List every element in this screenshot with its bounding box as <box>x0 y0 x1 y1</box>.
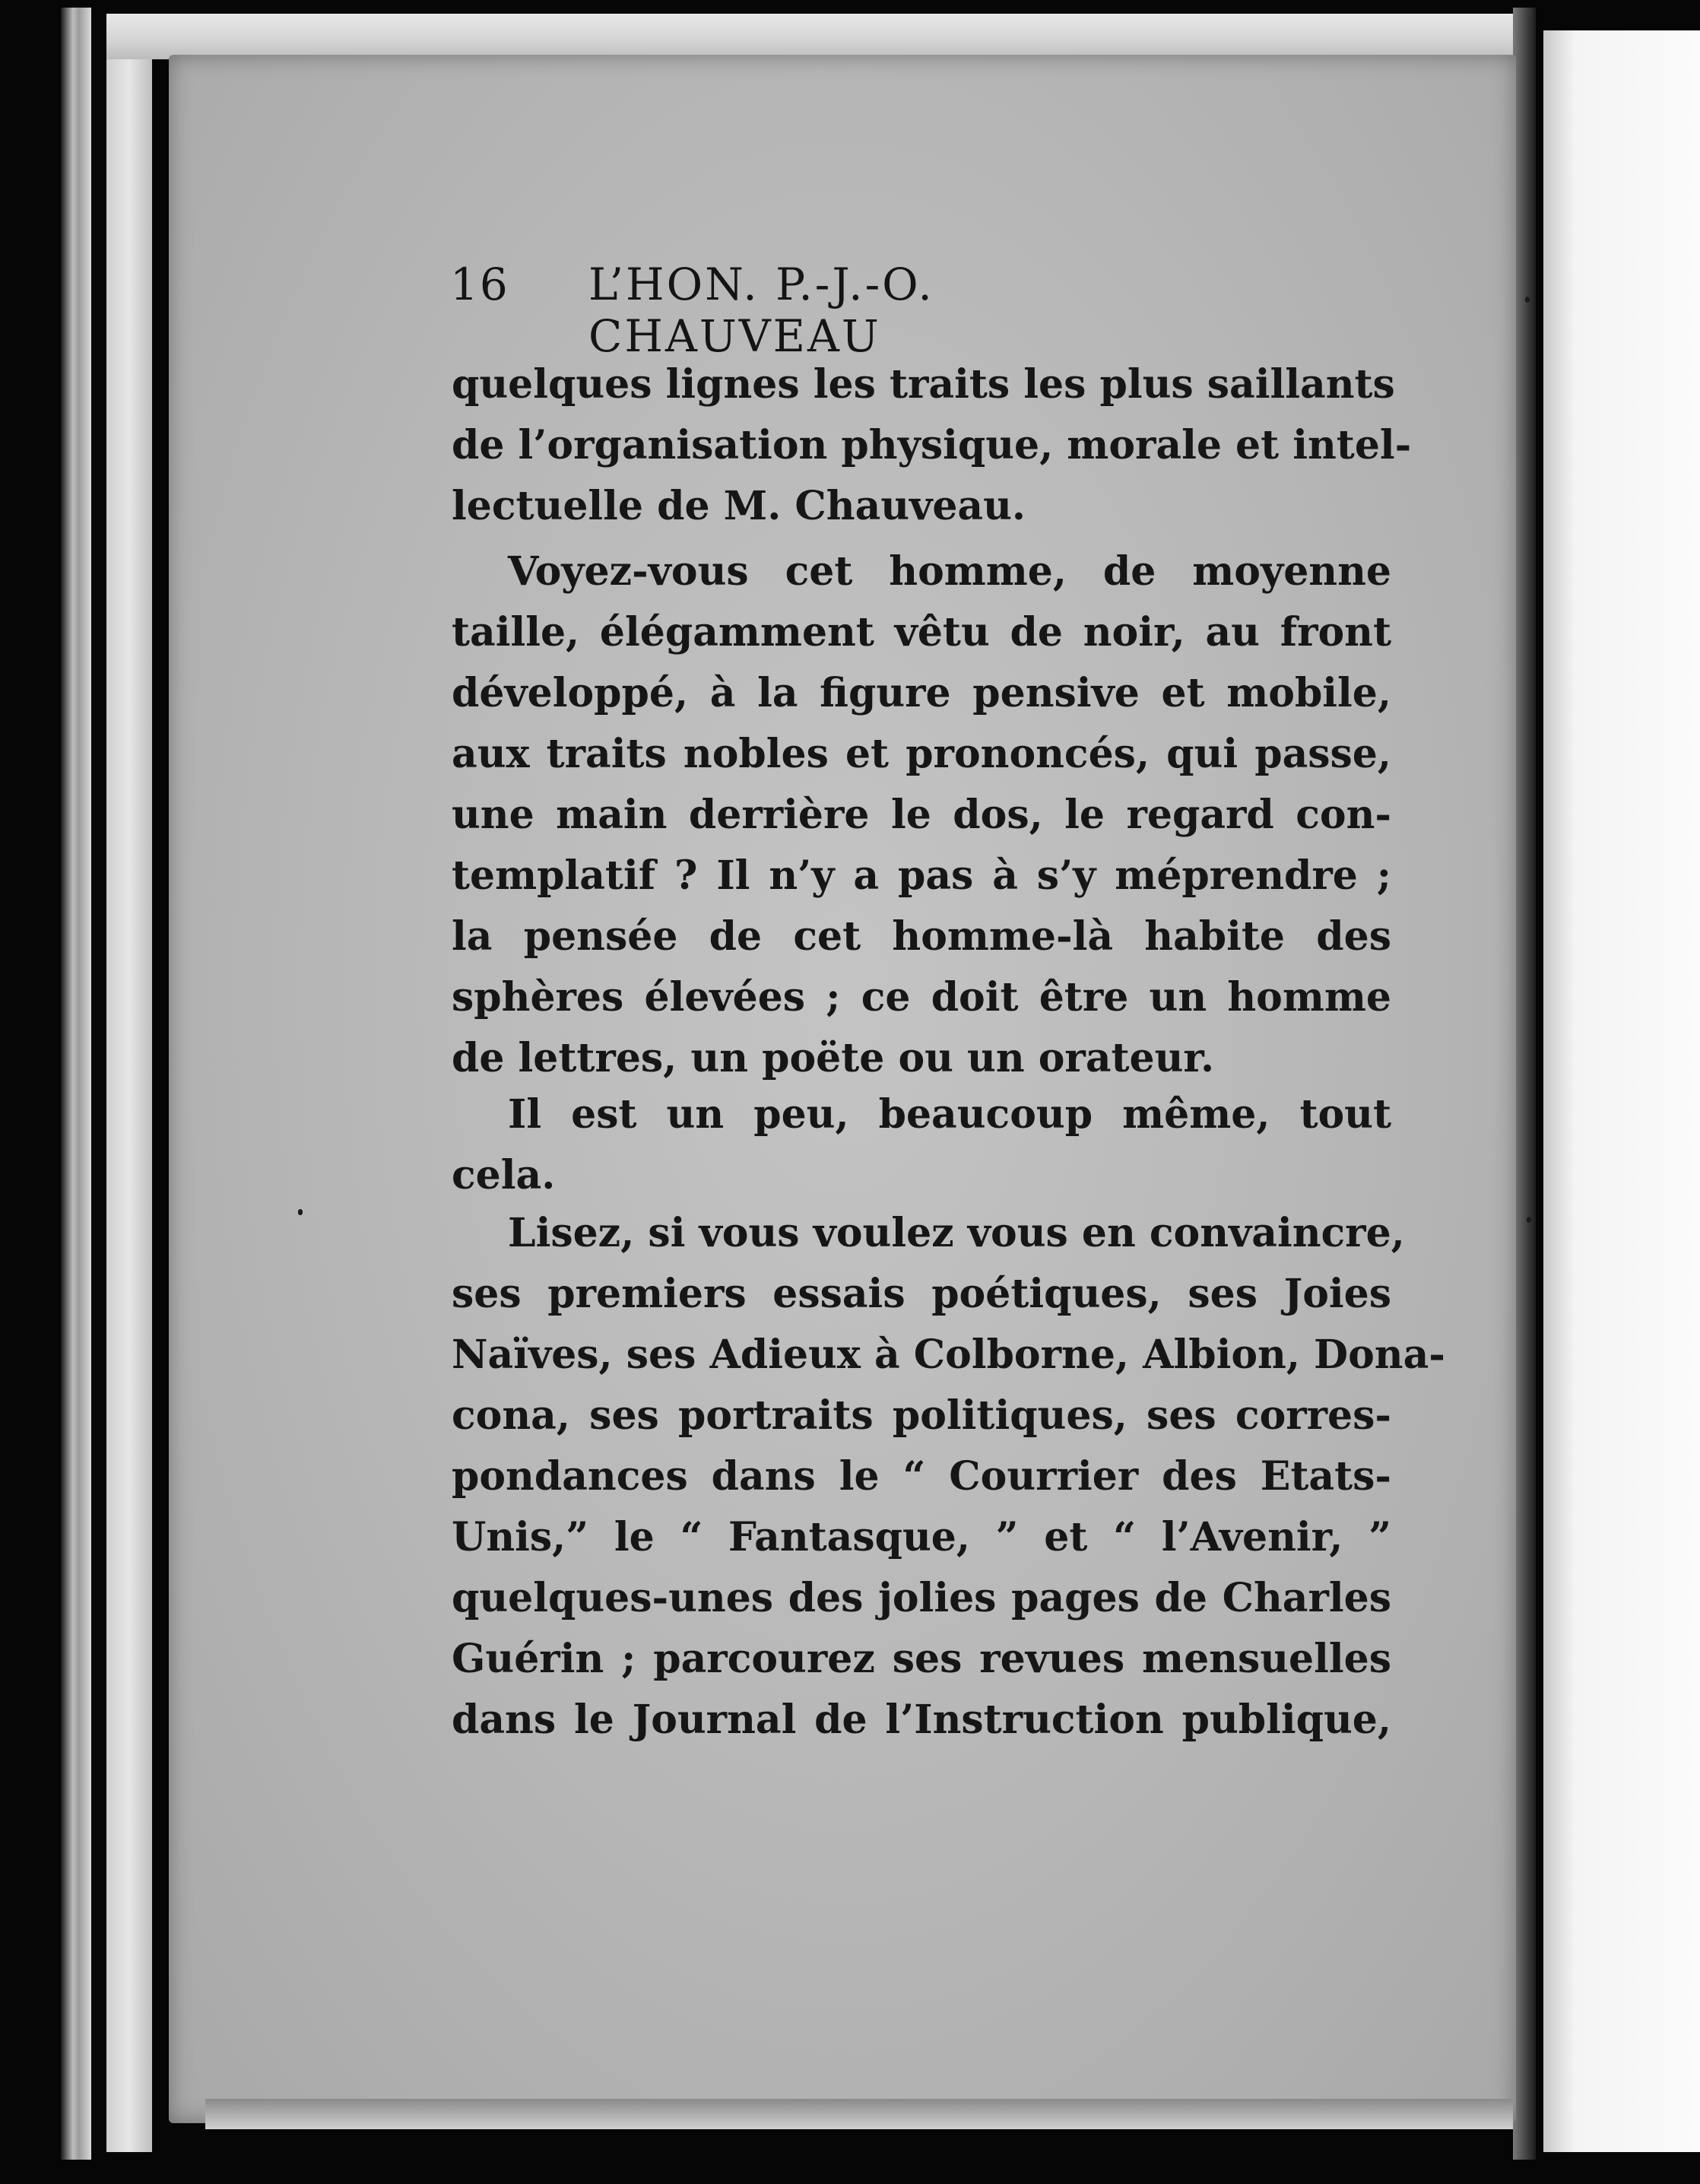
book-spine-shadow <box>1513 8 1536 2160</box>
paragraph-4 <box>452 1203 1445 1751</box>
text-line: sphères élevées ; ce doit être un homme <box>452 974 1391 1021</box>
running-title: L’HON. P.-J.-O. CHAUVEAU <box>588 259 934 362</box>
text-line: pondances dans le “ Courrier des Etats- <box>452 1453 1391 1500</box>
text-line: Il est un peu, beaucoup même, tout <box>508 1091 1391 1138</box>
facing-page <box>1543 30 1700 2152</box>
page-bottom-edge <box>205 2099 1513 2129</box>
text-line: Voyez-vous cet homme, de moyenne <box>508 548 1391 595</box>
text-line: lectuelle de M. Chauveau. <box>452 483 1026 529</box>
text-line: une main derrière le dos, le regard con- <box>452 792 1391 838</box>
text-line: la pensée de cet homme-là habite des <box>452 913 1391 960</box>
paragraph-3 <box>452 1084 1391 1206</box>
book-page-edge-inner <box>106 23 152 2152</box>
paragraph-1 <box>452 354 1412 537</box>
text-line: quelques-unes des jolies pages de Charles <box>452 1575 1391 1621</box>
text-line: cona, ses portraits politiques, ses corres- <box>452 1392 1391 1439</box>
text-line: de lettres, un poëte ou un orateur. <box>452 1035 1215 1081</box>
book-page-edge-top <box>106 14 1513 59</box>
text-line: taille, élégamment vêtu de noir, au front <box>452 609 1391 656</box>
text-line: ses premiers essais poétiques, ses Joies <box>452 1271 1391 1317</box>
page-number: 16 <box>450 259 509 310</box>
text-line: Lisez, si vous voulez vous en convaincre, <box>508 1210 1405 1256</box>
text-line: cela. <box>452 1152 556 1198</box>
text-line: templatif ? Il n’y a pas à s’y méprendre ; <box>452 852 1391 899</box>
text-line: aux traits nobles et prononcés, qui passe, <box>452 731 1391 777</box>
text-line: dans le Journal de l’Instruction publique, <box>452 1697 1391 1743</box>
text-line: développé, à la figure pensive et mobile, <box>452 670 1391 716</box>
paragraph-2 <box>452 541 1391 1089</box>
text-line: Unis,” le “ Fantasque, ” et “ l’Avenir, ” <box>452 1514 1391 1560</box>
text-line: de l’organisation physique, morale et intel- <box>452 422 1412 468</box>
scan-speck <box>1525 297 1530 303</box>
scan-speck <box>298 1209 303 1215</box>
scan-speck <box>1527 1217 1531 1223</box>
text-line: quelques lignes les traits les plus saillants <box>452 361 1395 408</box>
book-page-edge-left <box>61 8 91 2160</box>
text-line: Guérin ; parcourez ses revues mensuelles <box>452 1636 1391 1682</box>
text-line: Naïves, ses Adieux à Colborne, Albion, Dona- <box>452 1332 1445 1378</box>
page-header <box>450 259 1241 362</box>
